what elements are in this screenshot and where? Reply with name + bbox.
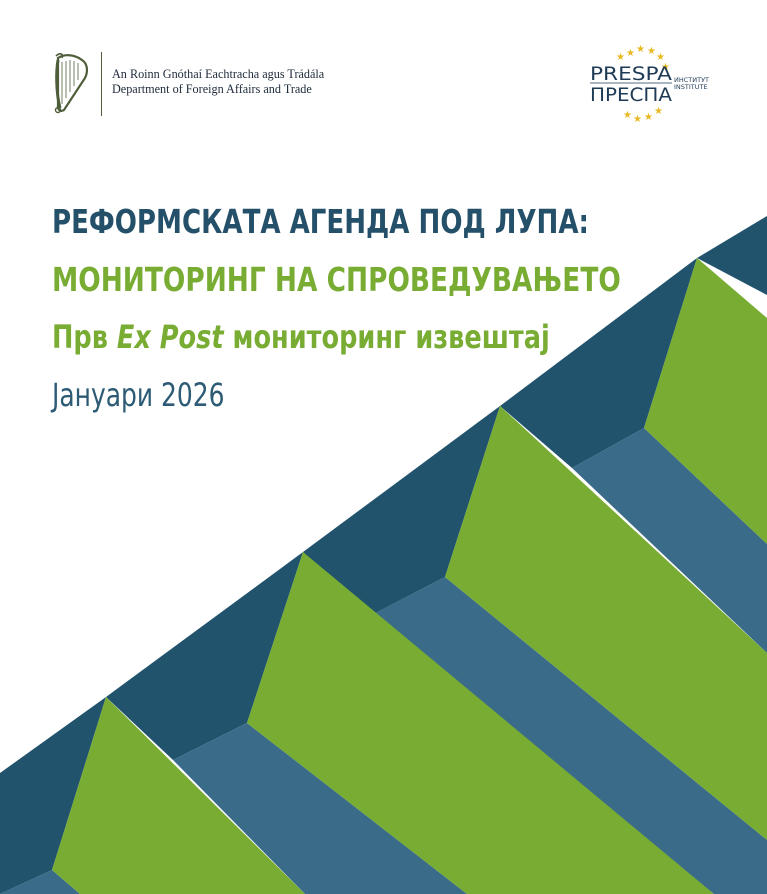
svg-text:★: ★	[656, 52, 665, 63]
report-date: Јануари 2026	[52, 376, 225, 414]
prespa-institute-logo	[586, 42, 726, 126]
svg-text:★: ★	[647, 46, 656, 57]
svg-text:★: ★	[623, 110, 632, 121]
subtitle-ex-post: Ex Post	[116, 318, 224, 356]
harp-icon	[52, 52, 92, 116]
report-title-line2: МОНИТОРИНГ НА СПРОВЕДУВАЊЕТО	[52, 260, 621, 299]
svg-text:★: ★	[654, 106, 663, 117]
subtitle-suffix: мониторинг извештај	[223, 318, 550, 356]
dfa-name	[112, 67, 324, 97]
institute-mk: ИНСТИТУТ	[674, 76, 710, 84]
institute-en: INSTITUTE	[674, 83, 708, 91]
svg-text:★: ★	[626, 48, 635, 59]
prespa-latin: PRESPA	[590, 63, 672, 85]
prespa-cyrillic: ПРЕСПА	[590, 84, 672, 106]
subtitle-prefix: Прв	[52, 318, 117, 356]
svg-text:★: ★	[636, 44, 645, 55]
report-title-line1: РЕФОРМСКАТА АГЕНДА ПОД ЛУПА:	[52, 202, 589, 241]
svg-text:★: ★	[633, 114, 642, 125]
svg-text:★: ★	[644, 112, 653, 123]
dfa-name-irish: An Roinn Gnóthaí Eachtracha agus Trádála	[112, 67, 325, 81]
logo-divider	[101, 52, 102, 116]
svg-text:★: ★	[661, 62, 670, 73]
svg-text:★: ★	[616, 52, 625, 63]
report-subtitle	[52, 318, 550, 356]
dfa-name-english: Department of Foreign Affairs and Trade	[112, 82, 312, 96]
